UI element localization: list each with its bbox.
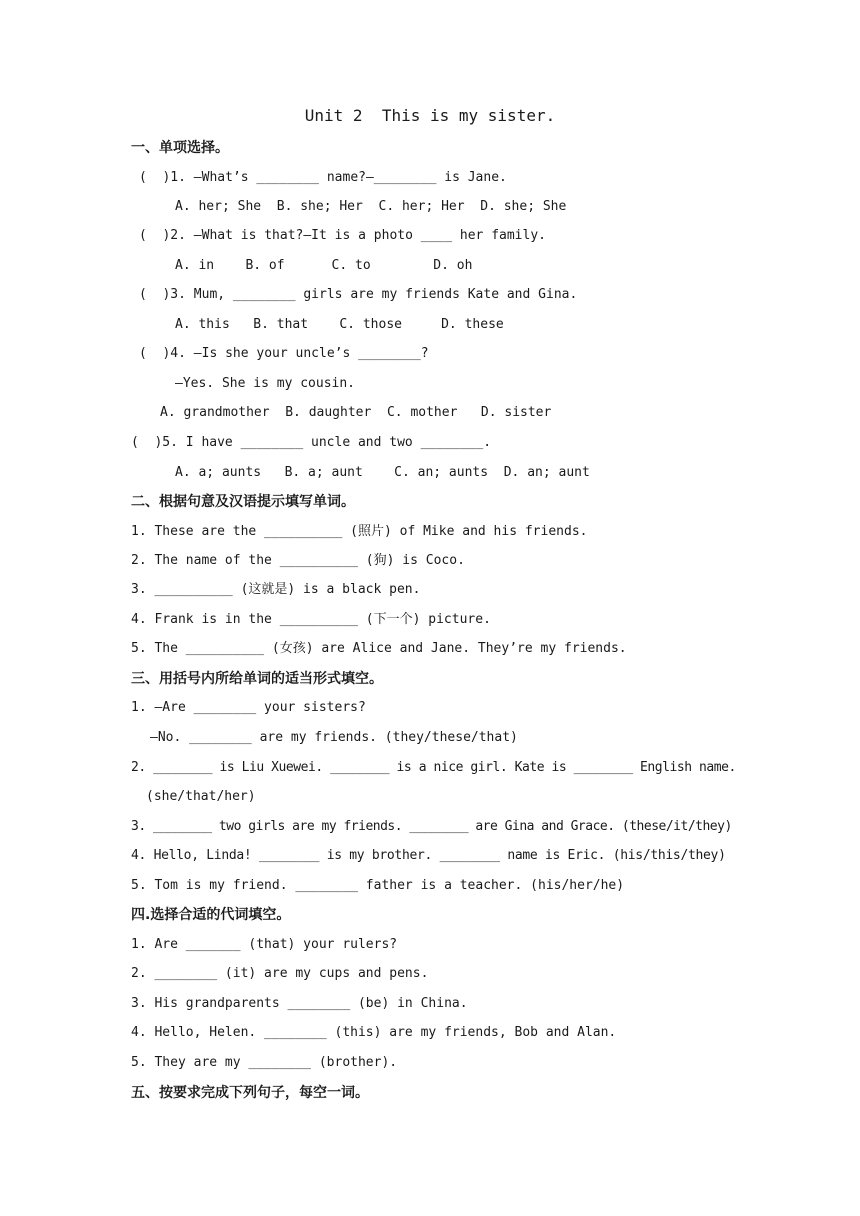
form-item-3: 3. ________ two girls are my friends. ________ are Gina and Grace. (these/it/they) bbox=[131, 819, 732, 834]
form-item-1: 1. —Are ________ your sisters? bbox=[131, 700, 366, 715]
question-1-options: A. her; She B. she; Her C. her; Her D. she; She bbox=[175, 199, 567, 214]
fill-item-5: 5. The __________ (女孩) are Alice and Jane. They’re my friends. bbox=[131, 641, 627, 656]
form-item-4: 4. Hello, Linda! ________ is my brother. ________ name is Eric. (his/this/they) bbox=[131, 848, 726, 863]
fill-item-3: 3. __________ (这就是) is a black pen. bbox=[131, 582, 421, 597]
section-2-heading: 二、根据句意及汉语提示填写单词。 bbox=[131, 494, 355, 510]
question-2-options: A. in B. of C. to D. oh bbox=[175, 258, 473, 273]
question-4-options: A. grandmother B. daughter C. mother D. sister bbox=[160, 405, 552, 420]
pronoun-item-2: 2. ________ (it) are my cups and pens. bbox=[131, 966, 429, 981]
question-5: ( )5. I have ________ uncle and two ________. bbox=[131, 435, 492, 450]
pronoun-item-3: 3. His grandparents ________ (be) in China. bbox=[131, 996, 468, 1011]
question-4: ( )4. —Is she your uncle’s ________? bbox=[139, 346, 429, 361]
question-5-options: A. a; aunts B. a; aunt C. an; aunts D. an; aunt bbox=[175, 465, 590, 480]
form-item-2-line-2: (she/that/her) bbox=[146, 789, 256, 804]
question-3-options: A. this B. that C. those D. these bbox=[175, 317, 504, 332]
question-4-line-2: —Yes. She is my cousin. bbox=[175, 376, 356, 391]
page-title: Unit 2 This is my sister. bbox=[304, 106, 556, 125]
form-item-5: 5. Tom is my friend. ________ father is a teacher. (his/her/he) bbox=[131, 878, 625, 893]
form-item-1-line-2: —No. ________ are my friends. (they/these/that) bbox=[150, 730, 518, 745]
section-3-heading: 三、用括号内所给单词的适当形式填空。 bbox=[131, 671, 383, 687]
fill-item-4: 4. Frank is in the __________ (下一个) picture. bbox=[131, 612, 491, 627]
fill-item-2: 2. The name of the __________ (狗) is Coco. bbox=[131, 553, 465, 568]
pronoun-item-1: 1. Are _______ (that) your rulers? bbox=[131, 937, 398, 952]
section-4-heading: 四.选择合适的代词填空。 bbox=[131, 907, 291, 923]
pronoun-item-4: 4. Hello, Helen. ________ (this) are my friends, Bob and Alan. bbox=[131, 1025, 617, 1040]
pronoun-item-5: 5. They are my ________ (brother). bbox=[131, 1055, 398, 1070]
question-1: ( )1. —What’s ________ name?—________ is Jane. bbox=[139, 170, 507, 185]
fill-item-1: 1. These are the __________ (照片) of Mike and his friends. bbox=[131, 524, 588, 539]
question-3: ( )3. Mum, ________ girls are my friends Kate and Gina. bbox=[139, 287, 578, 302]
question-2: ( )2. —What is that?—It is a photo ____ her family. bbox=[139, 228, 546, 243]
section-5-heading: 五、按要求完成下列句子，每空一词。 bbox=[131, 1085, 369, 1101]
form-item-2: 2. ________ is Liu Xuewei. ________ is a nice girl. Kate is ________ English name. bbox=[131, 760, 736, 775]
section-1-heading: 一、单项选择。 bbox=[131, 140, 229, 156]
